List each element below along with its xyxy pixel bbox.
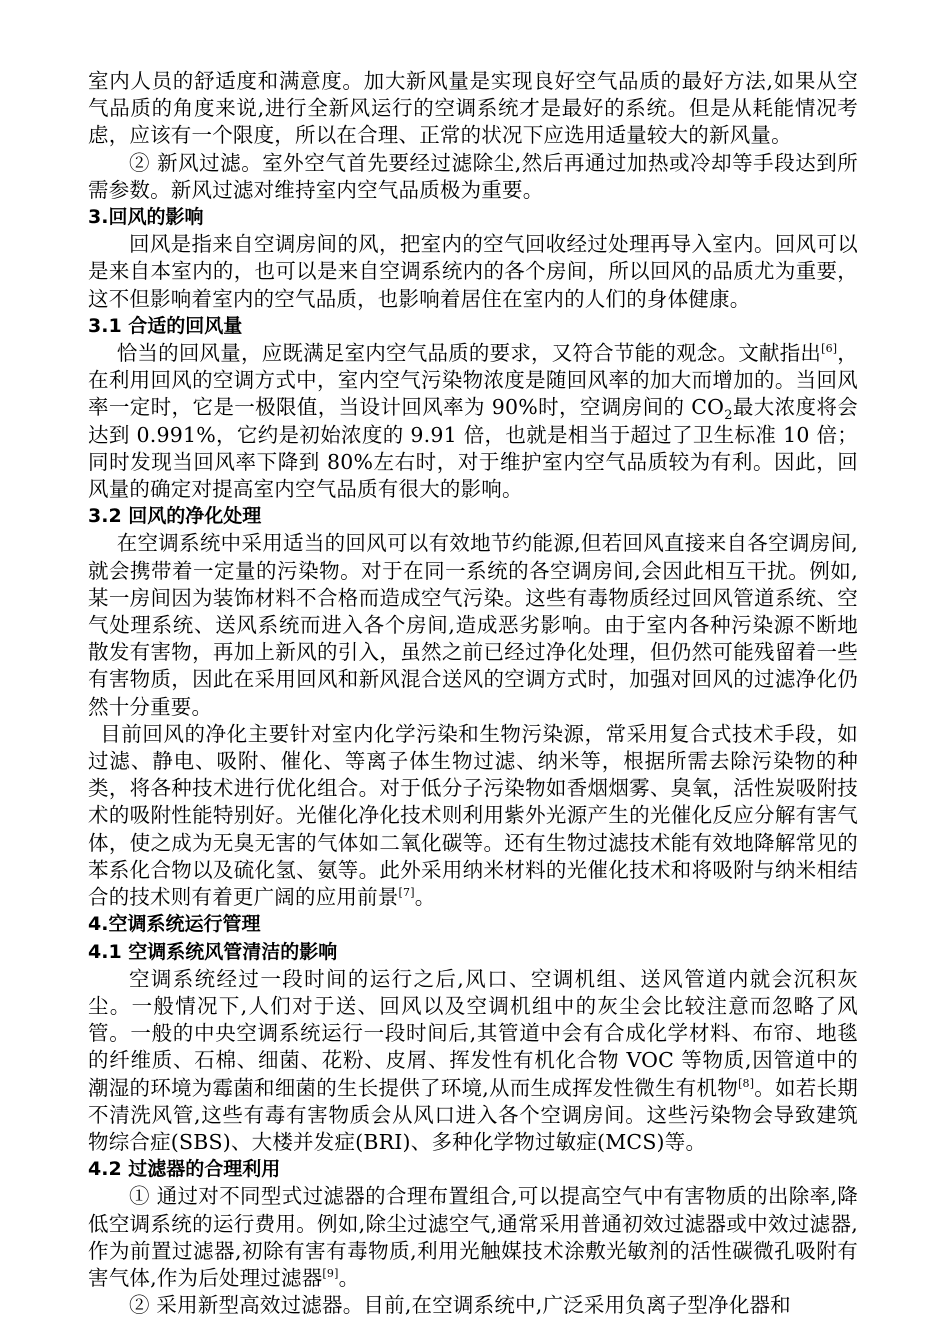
section-heading: 3.2 回风的净化处理 [88,505,262,528]
body-paragraph [88,530,858,720]
body-paragraph [88,1183,858,1292]
body-paragraph [88,340,858,503]
section-heading: 4.2 过滤器的合理利用 [88,1158,281,1181]
body-paragraph [88,966,858,1156]
body-paragraph [88,1292,858,1319]
section-heading: 3.1 合适的回风量 [88,314,243,337]
section-heading: 4.空调系统运行管理 [88,913,261,936]
body-paragraph [88,68,858,150]
text-run: 回风是指来自空调房间的风，把室内的空气回收经过处理再导入室内。回风可以是来自本室内的，也可以是来自空调系统内的各个房间，所以回风的品质尤为重要，这不但影响着室内的空气品质，也影响着居住在室内的人们的身体健康。 [88,232,858,311]
text-run: ① 通过对不同型式过滤器的合理布置组合,可以提高空气中有害物质的出除率,降低空调系统的运行费用。例如,除尘过滤空气,通常采用普通初效过滤器或中效过滤器,作为前置过滤器,初除有害有毒物质,利用光触媒技术涂敷光敏剂的活性碳微孔吸附有害气体,作为后处理过滤器 [88,1184,858,1290]
text-run: 。如若长期不清洗风管,这些有毒有害物质会从风口进入各个空调房间。这些污染物会导致建筑物综合症(SBS)、大楼并发症(BRI)、多种化学物过敏症(MCS)等。 [88,1075,859,1154]
citation-ref: [7] [398,886,415,900]
citation-ref: [6] [821,342,838,356]
text-run: ，在利用回风的空调方式中，室内空气污染物浓度是随回风率的加大而增加的。当回风率一定时，它是一极限值，当设计回风率为 90%时，空调房间的 CO [88,341,858,420]
text-run: 空调系统经过一段时间的运行之后,风口、空调机组、送风管道内就会沉积灰尘。一般情况下,人们对于送、回风以及空调机组中的灰尘会比较注意而忽略了风管。一般的中央空调系统运行一段时间后,其管道中会有合成化学材料、布帘、地毯的纤维质、石棉、细菌、花粉、皮屑、挥发性有机化合物 VOC 等物质,因管道中的潮湿的环境为霉菌和细菌的生长提供了环境,从而生成挥发性微生有机物 [88,966,858,1100]
text-run: 。 [338,1265,360,1290]
text-run: 目前回风的净化主要针对室内化学污染和生物污染源，常采用复合式技术手段，如过滤、静电、吸附、催化、等离子体生物过滤、纳米等，根据所需去除污染物的种类，将各种技术进行优化组合。对于低分子污染物如香烟烟雾、臭氧，活性炭吸附技术的吸附性能特别好。光催化净化技术则利用紫外光源产生的光催化反应分解有害气体，使之成为无臭无害的气体如二氧化碳等。还有生物过滤技术能有效地降解常见的苯系化合物以及硫化氢、氨等。此外采用纳米材料的光催化技术和将吸附与纳米相结合的技术则有着更广阔的应用前景 [88,721,858,910]
text-run: ② 采用新型高效过滤器。目前,在空调系统中,广泛采用负离子型净化器和 [129,1293,791,1318]
subscript: 2 [724,408,733,424]
citation-ref: [8] [738,1076,755,1090]
citation-ref: [9] [322,1267,339,1281]
text-run: 室内人员的舒适度和满意度。加大新风量是实现良好空气品质的最好方法,如果从空气品质的角度来说,进行全新风运行的空调系统才是最好的系统。但是从耗能情况考虑，应该有一个限度，所以在合理、正常的状况下应选用适量较大的新风量。 [88,69,858,148]
section-heading: 4.1 空调系统风管清洁的影响 [88,940,338,963]
body-paragraph [88,721,858,911]
body-paragraph [88,150,858,204]
text-run: 在空调系统中采用适当的回风可以有效地节约能源,但若回风直接来自各空调房间,就会携带着一定量的污染物。对于在同一系统的各空调房间,会因此相互干扰。例如,某一房间因为装饰材料不合格而造成空气污染。这些有毒物质经过回风管道系统、空气处理系统、送风系统而进入各个房间,造成恶劣影响。由于室内各种污染源不断地散发有害物，再加上新风的引入，虽然之前已经过净化处理，但仍然可能残留着一些有害物质，因此在采用回风和新风混合送风的空调方式时，加强对回风的过滤净化仍然十分重要。 [88,531,858,719]
section-heading: 3.回风的影响 [88,206,204,229]
body-paragraph [88,231,858,313]
text-run: 恰当的回风量，应既满足室内空气品质的要求，又符合节能的观念。文献指出 [116,341,822,366]
text-run: 。 [414,885,436,910]
text-run: ② 新风过滤。室外空气首先要经过滤除尘,然后再通过加热或冷却等手段达到所需参数。新风过滤对维持室内空气品质极为重要。 [88,150,858,202]
text-run: 最大浓度将会达到 0.991%，它约是初始浓度的 9.91 倍，也就是相当于超过了卫生标准 10 倍；同时发现当回风率下降到 80%左右时，对于维护室内空气品质较为有利。因此，回风量的确定对提高室内空气品质有很大的影响。 [88,395,859,502]
